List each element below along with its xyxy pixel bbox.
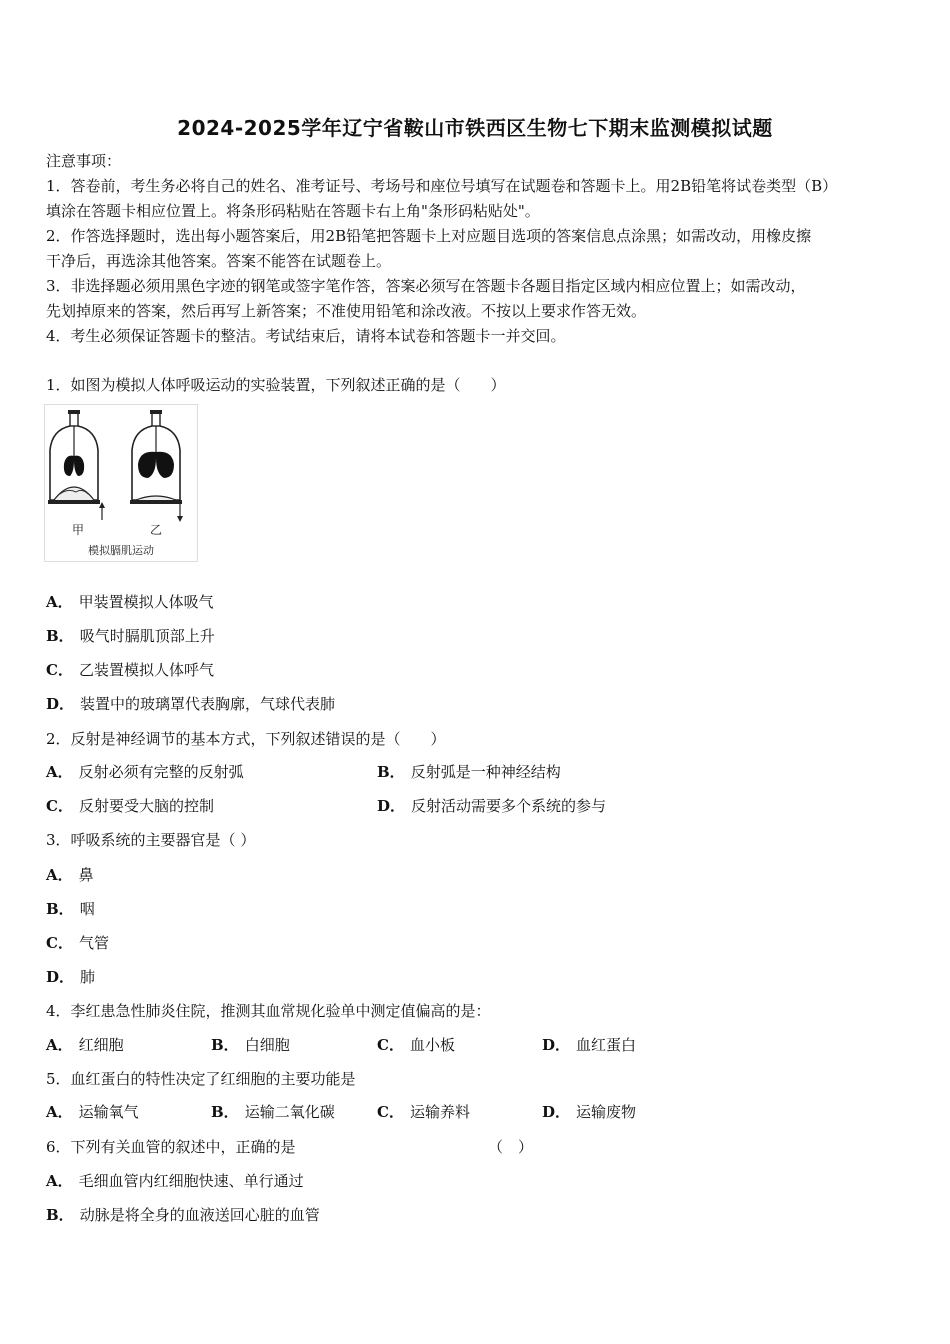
option-text: 反射活动需要多个系统的参与 (411, 797, 607, 815)
notice-line: 3．非选择题必须用黑色字迹的钢笔或签字笔作答，答案必须写在答题卡各题目指定区域内相应位置上；如需改动， (46, 277, 806, 295)
option-a[interactable] (46, 865, 94, 885)
option-text: 红细胞 (78, 1036, 124, 1054)
option-text: 肺 (80, 968, 96, 986)
notice-line: 填涂在答题卡相应位置上。将条形码粘贴在答题卡右上角"条形码粘贴处"。 (46, 202, 540, 220)
option-label: D． (542, 1036, 571, 1054)
option-a[interactable] (46, 1102, 139, 1122)
question-stem: 4．李红患急性肺炎住院，推测其血常规化验单中测定值偏高的是： (46, 1002, 491, 1020)
diaphragm-model-figure (44, 404, 198, 562)
question-stem: 1．如图为模拟人体呼吸运动的实验装置，下列叙述正确的是（ ） (46, 376, 506, 394)
option-text: 毛细血管内红细胞快速、单行通过 (78, 1172, 304, 1190)
option-d[interactable] (46, 967, 95, 987)
option-text: 反射必须有完整的反射弧 (78, 763, 244, 781)
option-text: 动脉是将全身的血液送回心脏的血管 (79, 1206, 320, 1224)
question-stem: 2．反射是神经调节的基本方式，下列叙述错误的是（ ） (46, 730, 446, 748)
option-label: C． (46, 797, 73, 815)
option-label: B． (377, 763, 405, 781)
figure-label-right: 乙 (150, 523, 163, 537)
option-label: C． (46, 934, 73, 952)
option-text: 运输养料 (409, 1103, 470, 1121)
option-text: 血小板 (409, 1036, 455, 1054)
option-text: 乙装置模拟人体呼气 (78, 661, 214, 679)
option-b[interactable] (211, 1102, 335, 1122)
option-text: 反射要受大脑的控制 (78, 797, 214, 815)
option-c[interactable] (377, 1035, 455, 1055)
option-label: A． (46, 1172, 73, 1190)
option-label: C． (46, 661, 73, 679)
option-label: B． (46, 900, 74, 918)
notice-line: 干净后，再选涂其他答案。答案不能答在试题卷上。 (46, 252, 392, 270)
option-b[interactable] (211, 1035, 290, 1055)
option-label: D． (377, 797, 406, 815)
option-label: C． (377, 1103, 404, 1121)
notice-line: 先划掉原来的答案，然后再写上新答案；不准使用铅笔和涂改液。不按以上要求作答无效。 (46, 302, 647, 320)
option-text: 血红蛋白 (576, 1036, 637, 1054)
option-text: 白细胞 (244, 1036, 290, 1054)
option-b[interactable] (377, 762, 561, 782)
option-label: D． (46, 695, 75, 713)
option-text: 运输废物 (576, 1103, 637, 1121)
figure-caption: 模拟膈肌运动 (88, 544, 154, 557)
option-d[interactable] (377, 796, 606, 816)
option-d[interactable] (542, 1102, 636, 1122)
option-text: 吸气时膈肌顶部上升 (79, 627, 215, 645)
option-a[interactable] (46, 1035, 124, 1055)
option-c[interactable] (46, 933, 109, 953)
notice-line: 2．作答选择题时，选出每小题答案后，用2B铅笔把答题卡上对应题目选项的答案信息点涂黑；如需改动，用橡皮擦 (46, 227, 812, 245)
question-stem: 5．血红蛋白的特性决定了红细胞的主要功能是 (46, 1070, 356, 1088)
option-label: A． (46, 763, 73, 781)
page-title: 2024-2025学年辽宁省鞍山市铁西区生物七下期末监测模拟试题 (177, 116, 773, 140)
option-label: A． (46, 1036, 73, 1054)
notice-line: 1．答卷前，考生务必将自己的姓名、准考证号、考场号和座位号填写在试题卷和答题卡上。用2B铅笔将试卷类型（B） (46, 177, 838, 195)
option-label: A． (46, 866, 73, 884)
option-text: 甲装置模拟人体吸气 (78, 593, 214, 611)
option-label: A． (46, 1103, 73, 1121)
option-b[interactable] (46, 1205, 320, 1225)
option-text: 运输二氧化碳 (244, 1103, 335, 1121)
option-d[interactable] (46, 694, 335, 714)
option-a[interactable] (46, 762, 244, 782)
question-stem: 6．下列有关血管的叙述中，正确的是 (46, 1138, 296, 1156)
option-b[interactable] (46, 899, 95, 919)
option-label: B． (211, 1103, 239, 1121)
option-label: A． (46, 593, 73, 611)
option-c[interactable] (46, 796, 214, 816)
notice-line: 4．考生必须保证答题卡的整洁。考试结束后，请将本试卷和答题卡一并交回。 (46, 327, 566, 345)
option-text: 装置中的玻璃罩代表胸廓，气球代表肺 (80, 695, 336, 713)
option-c[interactable] (377, 1102, 470, 1122)
option-text: 反射弧是一种神经结构 (410, 763, 561, 781)
question-stem: 3．呼吸系统的主要器官是（ ） (46, 831, 256, 849)
option-label: C． (377, 1036, 404, 1054)
option-text: 鼻 (78, 866, 94, 884)
option-c[interactable] (46, 660, 214, 680)
option-text: 咽 (79, 900, 95, 918)
option-a[interactable] (46, 592, 214, 612)
bell-jar-diagram (44, 404, 198, 562)
option-b[interactable] (46, 626, 215, 646)
notice-heading: 注意事项： (46, 152, 122, 170)
option-text: 气管 (78, 934, 109, 952)
option-label: B． (46, 627, 74, 645)
option-label: B． (211, 1036, 239, 1054)
option-text: 运输氧气 (78, 1103, 139, 1121)
option-d[interactable] (542, 1035, 636, 1055)
option-label: D． (46, 968, 75, 986)
option-a[interactable] (46, 1171, 304, 1191)
figure-label-left: 甲 (72, 523, 85, 537)
answer-blank: （ ） (488, 1138, 534, 1156)
option-label: B． (46, 1206, 74, 1224)
option-label: D． (542, 1103, 571, 1121)
